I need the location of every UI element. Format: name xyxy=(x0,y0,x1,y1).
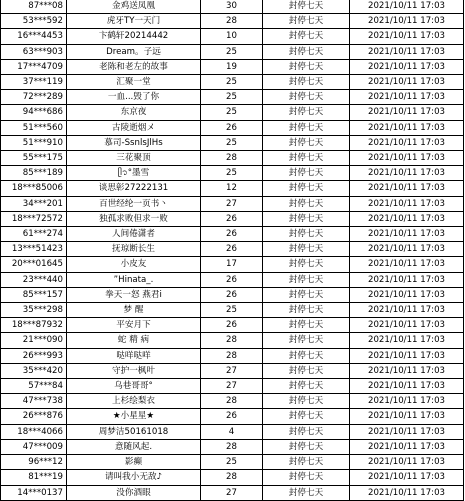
account-id-cell: 35***420 xyxy=(1,363,67,378)
timestamp-cell: 2021/10/11 17:03 xyxy=(350,166,464,181)
account-id-cell: 18***85006 xyxy=(1,181,67,196)
player-name-cell: 卞鹤轩20214442 xyxy=(67,29,201,44)
timestamp-cell: 2021/10/11 17:03 xyxy=(350,90,464,105)
player-name-cell: 平安月下 xyxy=(67,318,201,333)
account-id-cell: 26***876 xyxy=(1,409,67,424)
days-cell: 28 xyxy=(201,14,263,29)
days-cell: 26 xyxy=(201,409,263,424)
timestamp-cell: 2021/10/11 17:03 xyxy=(350,257,464,272)
days-cell: 28 xyxy=(201,394,263,409)
account-id-cell: 94***686 xyxy=(1,105,67,120)
days-cell: 28 xyxy=(201,439,263,454)
account-id-cell: 85***157 xyxy=(1,287,67,302)
table-row xyxy=(1,90,464,105)
player-name-cell: 百世经纶一页书丶 xyxy=(67,196,201,211)
days-cell: 28 xyxy=(201,470,263,485)
player-name-cell: 谈思彰27222131 xyxy=(67,181,201,196)
player-name-cell: 拳天一怒 燕君i xyxy=(67,287,201,302)
timestamp-cell: 2021/10/11 17:03 xyxy=(350,333,464,348)
table-row xyxy=(1,181,464,196)
days-cell: 25 xyxy=(201,44,263,59)
player-name-cell: 上杉绘梨衣 xyxy=(67,394,201,409)
days-cell: 25 xyxy=(201,303,263,318)
account-id-cell: 18***72572 xyxy=(1,211,67,226)
account-id-cell: 47***738 xyxy=(1,394,67,409)
table-row xyxy=(1,0,464,14)
penalty-status-cell: 封停七天 xyxy=(263,196,350,211)
account-id-cell: 57***84 xyxy=(1,379,67,394)
account-id-cell: 14***0137 xyxy=(1,485,67,500)
days-cell: 26 xyxy=(201,242,263,257)
penalty-status-cell: 封停七天 xyxy=(263,151,350,166)
timestamp-cell: 2021/10/11 17:03 xyxy=(350,287,464,302)
account-id-cell: 21***090 xyxy=(1,333,67,348)
table-row xyxy=(1,151,464,166)
timestamp-cell: 2021/10/11 17:03 xyxy=(350,14,464,29)
account-id-cell: 18***4066 xyxy=(1,424,67,439)
table-row xyxy=(1,303,464,318)
days-cell: 25 xyxy=(201,166,263,181)
table-row xyxy=(1,227,464,242)
account-id-cell: 55***175 xyxy=(1,151,67,166)
table-row xyxy=(1,242,464,257)
table-row xyxy=(1,75,464,90)
player-name-cell: 老陈和老左的故事 xyxy=(67,59,201,74)
account-id-cell: 51***910 xyxy=(1,135,67,150)
penalty-status-cell: 封停七天 xyxy=(263,44,350,59)
account-id-cell: 51***560 xyxy=(1,120,67,135)
days-cell: 28 xyxy=(201,151,263,166)
table-row xyxy=(1,333,464,348)
penalty-status-cell: 封停七天 xyxy=(263,485,350,500)
days-cell: 27 xyxy=(201,485,263,500)
table-row xyxy=(1,363,464,378)
timestamp-cell: 2021/10/11 17:03 xyxy=(350,242,464,257)
account-id-cell: 18***87932 xyxy=(1,318,67,333)
table-row xyxy=(1,105,464,120)
account-id-cell: 81***19 xyxy=(1,470,67,485)
account-id-cell: 16***4453 xyxy=(1,29,67,44)
timestamp-cell: 2021/10/11 17:03 xyxy=(350,455,464,470)
player-name-cell: 抚琼断长生 xyxy=(67,242,201,257)
penalty-status-cell: 封停七天 xyxy=(263,409,350,424)
penalty-status-cell: 封停七天 xyxy=(263,59,350,74)
player-name-cell: 蛇 精 病 xyxy=(67,333,201,348)
account-id-cell: 23***440 xyxy=(1,272,67,287)
player-name-cell: 守护一枫叶 xyxy=(67,363,201,378)
timestamp-cell: 2021/10/11 17:03 xyxy=(350,151,464,166)
days-cell: 26 xyxy=(201,120,263,135)
player-name-cell: 汇聚一堂 xyxy=(67,75,201,90)
account-id-cell: 85***189 xyxy=(1,166,67,181)
penalty-status-cell: 封停七天 xyxy=(263,0,350,14)
ban-list-body xyxy=(1,0,464,500)
timestamp-cell: 2021/10/11 17:03 xyxy=(350,272,464,287)
player-name-cell: 小皮友 xyxy=(67,257,201,272)
table-row xyxy=(1,424,464,439)
player-name-cell: 古陵逝烟メ xyxy=(67,120,201,135)
table-row xyxy=(1,120,464,135)
days-cell: 10 xyxy=(201,29,263,44)
account-id-cell: 61***274 xyxy=(1,227,67,242)
penalty-status-cell: 封停七天 xyxy=(263,242,350,257)
table-row xyxy=(1,166,464,181)
table-row xyxy=(1,287,464,302)
penalty-status-cell: 封停七天 xyxy=(263,90,350,105)
days-cell: 19 xyxy=(201,59,263,74)
player-name-cell: ”Hinata_. xyxy=(67,272,201,287)
penalty-status-cell: 封停七天 xyxy=(263,379,350,394)
timestamp-cell: 2021/10/11 17:03 xyxy=(350,394,464,409)
table-row xyxy=(1,272,464,287)
penalty-status-cell: 封停七天 xyxy=(263,14,350,29)
player-name-cell: ★小星星★ xyxy=(67,409,201,424)
penalty-status-cell: 封停七天 xyxy=(263,333,350,348)
timestamp-cell: 2021/10/11 17:03 xyxy=(350,181,464,196)
timestamp-cell: 2021/10/11 17:03 xyxy=(350,439,464,454)
account-id-cell: 34***201 xyxy=(1,196,67,211)
player-name-cell: 独孤求败但求一败 xyxy=(67,211,201,226)
table-row xyxy=(1,439,464,454)
days-cell: 28 xyxy=(201,348,263,363)
days-cell: 27 xyxy=(201,363,263,378)
days-cell: 25 xyxy=(201,135,263,150)
days-cell: 26 xyxy=(201,318,263,333)
timestamp-cell: 2021/10/11 17:03 xyxy=(350,363,464,378)
penalty-status-cell: 封停七天 xyxy=(263,181,350,196)
table-row xyxy=(1,257,464,272)
table-row xyxy=(1,196,464,211)
account-id-cell: 47***009 xyxy=(1,439,67,454)
player-name-cell: 哒咩哒咩 xyxy=(67,348,201,363)
penalty-status-cell: 封停七天 xyxy=(263,394,350,409)
penalty-status-cell: 封停七天 xyxy=(263,166,350,181)
timestamp-cell: 2021/10/11 17:03 xyxy=(350,120,464,135)
account-id-cell: 72***289 xyxy=(1,90,67,105)
table-row xyxy=(1,44,464,59)
penalty-status-cell: 封停七天 xyxy=(263,318,350,333)
timestamp-cell: 2021/10/11 17:03 xyxy=(350,348,464,363)
penalty-status-cell: 封停七天 xyxy=(263,363,350,378)
penalty-status-cell: 封停七天 xyxy=(263,211,350,226)
player-name-cell: 乌巷哥哥° xyxy=(67,379,201,394)
table-row xyxy=(1,470,464,485)
player-name-cell: 人间倦潇者 xyxy=(67,227,201,242)
days-cell: 25 xyxy=(201,90,263,105)
timestamp-cell: 2021/10/11 17:03 xyxy=(350,379,464,394)
account-id-cell: 20***01645 xyxy=(1,257,67,272)
timestamp-cell: 2021/10/11 17:03 xyxy=(350,196,464,211)
player-name-cell: 虎牙TY一天门 xyxy=(67,14,201,29)
days-cell: 26 xyxy=(201,287,263,302)
account-id-cell: 53***592 xyxy=(1,14,67,29)
days-cell: 27 xyxy=(201,379,263,394)
table-row xyxy=(1,394,464,409)
days-cell: 25 xyxy=(201,105,263,120)
player-name-cell: 东京夜 xyxy=(67,105,201,120)
days-cell: 12 xyxy=(201,181,263,196)
penalty-status-cell: 封停七天 xyxy=(263,470,350,485)
timestamp-cell: 2021/10/11 17:03 xyxy=(350,75,464,90)
timestamp-cell: 2021/10/11 17:03 xyxy=(350,318,464,333)
player-name-cell: Dream。子远 xyxy=(67,44,201,59)
penalty-status-cell: 封停七天 xyxy=(263,348,350,363)
account-id-cell: 96***12 xyxy=(1,455,67,470)
timestamp-cell: 2021/10/11 17:03 xyxy=(350,44,464,59)
table-row xyxy=(1,485,464,500)
player-name-cell: 梦 醒 xyxy=(67,303,201,318)
penalty-status-cell: 封停七天 xyxy=(263,29,350,44)
days-cell: 26 xyxy=(201,227,263,242)
account-id-cell: 26***993 xyxy=(1,348,67,363)
player-name-cell: 意随风起. xyxy=(67,439,201,454)
timestamp-cell: 2021/10/11 17:03 xyxy=(350,105,464,120)
days-cell: 25 xyxy=(201,455,263,470)
penalty-status-cell: 封停七天 xyxy=(263,455,350,470)
penalty-status-cell: 封停七天 xyxy=(263,424,350,439)
table-row xyxy=(1,318,464,333)
penalty-status-cell: 封停七天 xyxy=(263,303,350,318)
table-row xyxy=(1,348,464,363)
account-id-cell: 13***51423 xyxy=(1,242,67,257)
player-name-cell: 一血...毁了你 xyxy=(67,90,201,105)
table-row xyxy=(1,409,464,424)
player-name-cell: 请叫我小无敌♪ xyxy=(67,470,201,485)
days-cell: 25 xyxy=(201,75,263,90)
player-name-cell: ᥫ᭡°墨雪 xyxy=(67,166,201,181)
penalty-status-cell: 封停七天 xyxy=(263,120,350,135)
timestamp-cell: 2021/10/11 17:03 xyxy=(350,303,464,318)
player-name-cell: 影癫 xyxy=(67,455,201,470)
penalty-status-cell: 封停七天 xyxy=(263,272,350,287)
player-name-cell: 三花聚顶 xyxy=(67,151,201,166)
table-row xyxy=(1,211,464,226)
player-name-cell: 慕司-SsnlsJlHs xyxy=(67,135,201,150)
timestamp-cell: 2021/10/11 17:03 xyxy=(350,211,464,226)
timestamp-cell: 2021/10/11 17:03 xyxy=(350,485,464,500)
table-row xyxy=(1,455,464,470)
days-cell: 30 xyxy=(201,0,263,14)
timestamp-cell: 2021/10/11 17:03 xyxy=(350,470,464,485)
days-cell: 17 xyxy=(201,257,263,272)
timestamp-cell: 2021/10/11 17:03 xyxy=(350,409,464,424)
table-row xyxy=(1,29,464,44)
days-cell: 4 xyxy=(201,424,263,439)
player-name-cell: 金鸡送凤凰 xyxy=(67,0,201,14)
penalty-status-cell: 封停七天 xyxy=(263,105,350,120)
timestamp-cell: 2021/10/11 17:03 xyxy=(350,59,464,74)
account-id-cell: 87***08 xyxy=(1,0,67,14)
penalty-status-cell: 封停七天 xyxy=(263,287,350,302)
table-row xyxy=(1,14,464,29)
penalty-status-cell: 封停七天 xyxy=(263,227,350,242)
timestamp-cell: 2021/10/11 17:03 xyxy=(350,424,464,439)
days-cell: 26 xyxy=(201,211,263,226)
penalty-status-cell: 封停七天 xyxy=(263,257,350,272)
player-name-cell: 周梦洁50161018 xyxy=(67,424,201,439)
account-id-cell: 17***4709 xyxy=(1,59,67,74)
penalty-status-cell: 封停七天 xyxy=(263,75,350,90)
account-id-cell: 37***119 xyxy=(1,75,67,90)
timestamp-cell: 2021/10/11 17:03 xyxy=(350,135,464,150)
penalty-status-cell: 封停七天 xyxy=(263,135,350,150)
timestamp-cell: 2021/10/11 17:03 xyxy=(350,29,464,44)
days-cell: 26 xyxy=(201,272,263,287)
account-id-cell: 63***903 xyxy=(1,44,67,59)
table-row xyxy=(1,59,464,74)
days-cell: 28 xyxy=(201,333,263,348)
table-row xyxy=(1,379,464,394)
timestamp-cell: 2021/10/11 17:03 xyxy=(350,227,464,242)
timestamp-cell: 2021/10/11 17:03 xyxy=(350,0,464,14)
table-row xyxy=(1,135,464,150)
account-id-cell: 35***298 xyxy=(1,303,67,318)
penalty-status-cell: 封停七天 xyxy=(263,439,350,454)
player-name-cell: 没你酒眼 xyxy=(67,485,201,500)
days-cell: 27 xyxy=(201,196,263,211)
